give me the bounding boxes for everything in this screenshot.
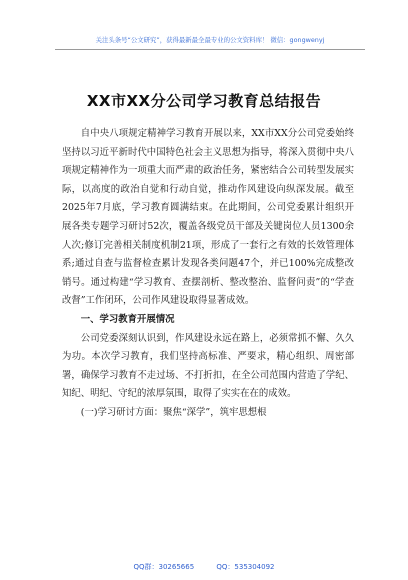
section-heading-1: 一、学习教育开展情况	[80, 313, 175, 325]
header-promo-bar	[55, 27, 365, 50]
footer-qq-contact: QQ：535304092	[216, 563, 275, 571]
document-title: XX市XX分公司学习教育总结报告	[86, 92, 322, 110]
footer-contact-bar	[0, 562, 408, 572]
footer-qq-group: QQ群：30265665	[133, 563, 195, 571]
document-body	[62, 125, 354, 423]
intro-paragraph: 自中央八项规定精神学习教育开展以来，XX市XX分公司党委始终坚持以习近平新时代中国特色社会主义思想为指导，将深入贯彻中央八项规定精神作为一项重大而严肃的政治任务，紧密结合公司转型发展实际，以高度的政治自觉和行动自觉，推动作风建设向纵深发展。截至2025年7月底，学习教育圆满结束。在此期间，公司党委累计组织开展各类专题学习研讨52次，覆盖各级党员干部及关键岗位人员1300余人次;修订完善相关制度机制21项，形成了一套行之有效的长效管理体系;通过自查与监督检查累计发现各类问题47个，并已100%完成整改销号。通过构建“学习教育、查摆剖析、整改整治、监督问责”的“学查改督”工作闭环，公司作风建设取得显著成效。	[62, 128, 354, 307]
section-1-paragraph: 公司党委深刻认识到，作风建设永远在路上，必须常抓不懈、久久为功。本次学习教育，我们坚持高标准、严要求，精心组织、周密部署，确保学习教育不走过场、不打折扣，在全公司范围内营造了学纪、知纪、明纪、守纪的浓厚氛围，取得了实实在在的成效。	[62, 332, 354, 400]
header-promo-text: 关注头条号“公文研究”，获得最新最全最专业的公文资料库！ 微信：gongwenyj	[95, 36, 325, 44]
subsection-heading-1: (一)学习研讨方面：聚焦“深学”，筑牢思想根	[80, 406, 267, 418]
